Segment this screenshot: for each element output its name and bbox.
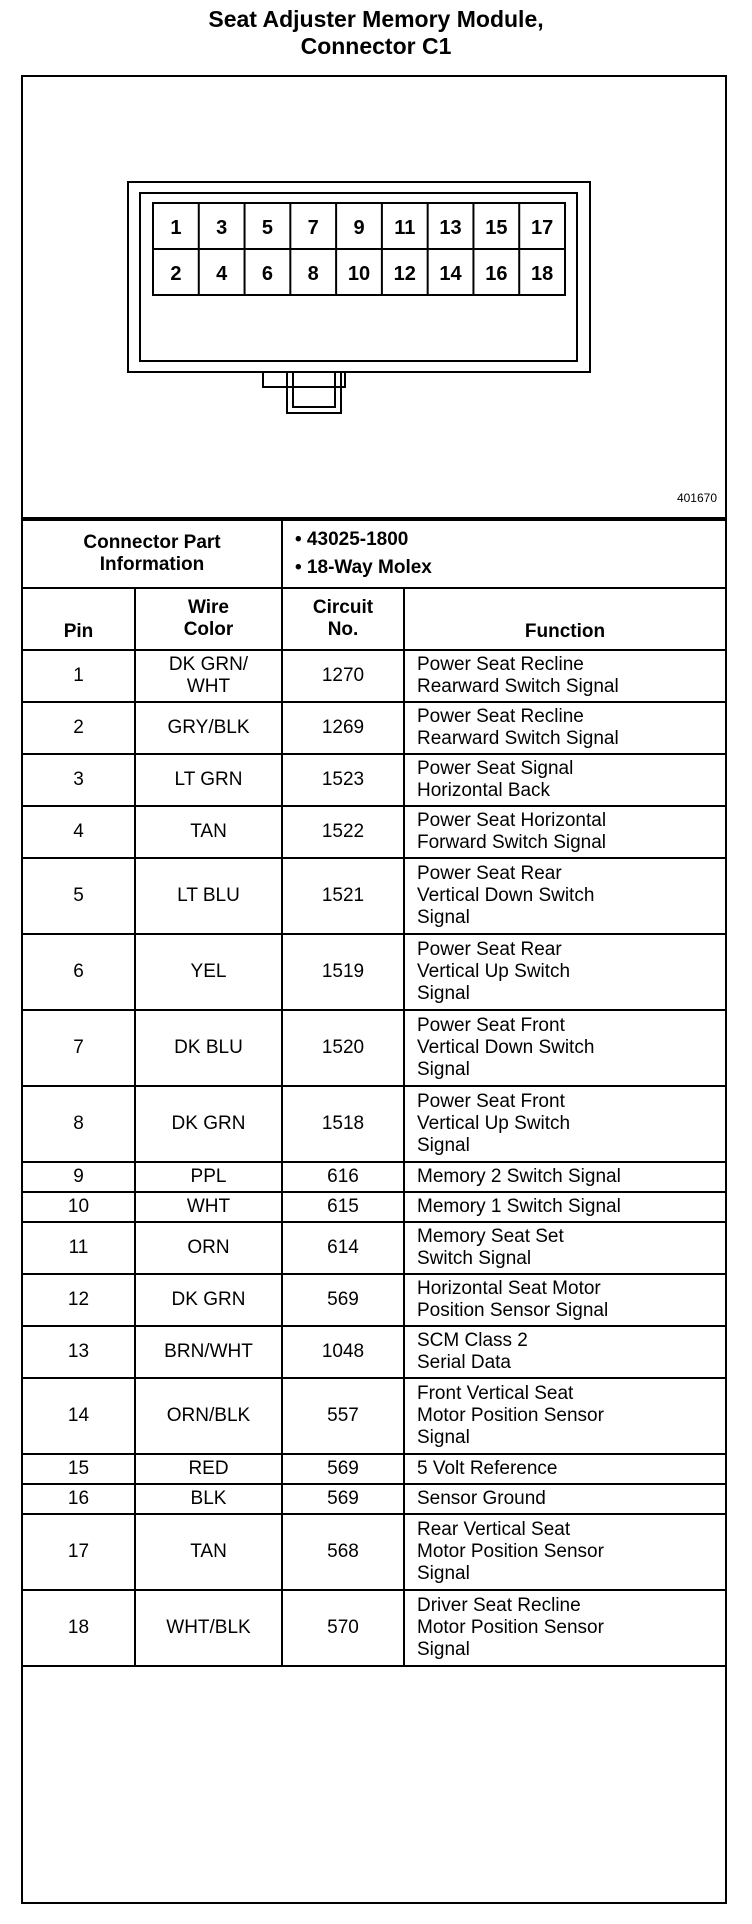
pin-function: Power Seat Rear Vertical Up Switch Signal	[404, 934, 725, 1010]
wire-color: BLK	[135, 1484, 282, 1514]
wire-color: PPL	[135, 1162, 282, 1192]
pin-cavity-label: 8	[307, 263, 319, 285]
connector-diagram	[23, 77, 725, 519]
pin-cavity-label: 9	[353, 217, 365, 239]
wire-color: DK BLU	[135, 1010, 282, 1086]
pin-cavity-label: 14	[439, 263, 462, 285]
pin-function: Power Seat Recline Rearward Switch Signal	[404, 650, 725, 702]
pin-number: 15	[23, 1454, 135, 1484]
pin-row	[23, 1192, 725, 1222]
wire-color: WHT/BLK	[135, 1590, 282, 1666]
circuit-number: 569	[282, 1484, 404, 1514]
pin-row	[23, 806, 725, 858]
pin-number: 5	[23, 858, 135, 934]
pin-number: 2	[23, 702, 135, 754]
wire-color: GRY/BLK	[135, 702, 282, 754]
circuit-number: 614	[282, 1222, 404, 1274]
connector-info-row	[23, 520, 725, 588]
connector-frame	[21, 75, 727, 1904]
wire-color: DK GRN	[135, 1086, 282, 1162]
wire-color: LT GRN	[135, 754, 282, 806]
pin-number: 1	[23, 650, 135, 702]
wire-color: TAN	[135, 806, 282, 858]
wire-color: TAN	[135, 1514, 282, 1590]
pin-cavity-label: 11	[394, 217, 416, 239]
pin-row	[23, 1010, 725, 1086]
pin-number: 17	[23, 1514, 135, 1590]
title-line-1: Seat Adjuster Memory Module,	[208, 6, 544, 32]
pin-number: 16	[23, 1484, 135, 1514]
pin-header: Pin	[23, 588, 135, 650]
wire-color: DK GRN	[135, 1274, 282, 1326]
pin-number: 18	[23, 1590, 135, 1666]
circuit-number: 569	[282, 1454, 404, 1484]
pin-number: 10	[23, 1192, 135, 1222]
figure-id: 401670	[676, 491, 717, 505]
pin-row	[23, 754, 725, 806]
circuit-number: 1270	[282, 650, 404, 702]
pin-row	[23, 858, 725, 934]
pin-row	[23, 1454, 725, 1484]
wire-color: LT BLU	[135, 858, 282, 934]
wire-color: DK GRN/ WHT	[135, 650, 282, 702]
pin-number: 13	[23, 1326, 135, 1378]
pin-function: Power Seat Rear Vertical Down Switch Signal	[404, 858, 725, 934]
circuit-number: 557	[282, 1378, 404, 1454]
pin-row	[23, 1222, 725, 1274]
pin-cavity-label: 1	[170, 217, 182, 239]
pin-function: Front Vertical Seat Motor Position Sensor Signal	[404, 1378, 725, 1454]
pin-function: Power Seat Horizontal Forward Switch Signal	[404, 806, 725, 858]
pin-number: 4	[23, 806, 135, 858]
pin-row	[23, 1162, 725, 1192]
pin-number: 12	[23, 1274, 135, 1326]
pin-row	[23, 1378, 725, 1454]
pin-row	[23, 1484, 725, 1514]
circuit-number: 1518	[282, 1086, 404, 1162]
pin-cavity-label: 18	[530, 263, 554, 285]
circuit-number: 1521	[282, 858, 404, 934]
pin-row	[23, 1086, 725, 1162]
pin-cavity-label: 10	[347, 263, 371, 285]
wire-color: RED	[135, 1454, 282, 1484]
connector-info-label: Connector Part Information	[23, 520, 282, 588]
circuit-number: 569	[282, 1274, 404, 1326]
pin-number: 14	[23, 1378, 135, 1454]
pin-function: Power Seat Front Vertical Down Switch Signal	[404, 1010, 725, 1086]
circuit-number: 1520	[282, 1010, 404, 1086]
connector-part-number: • 43025-1800	[295, 529, 409, 550]
connector-type: • 18-Way Molex	[295, 557, 432, 578]
pin-number: 3	[23, 754, 135, 806]
page-title	[0, 6, 752, 60]
pin-function: Memory 2 Switch Signal	[404, 1162, 725, 1192]
pin-function: SCM Class 2 Serial Data	[404, 1326, 725, 1378]
pin-row	[23, 1590, 725, 1666]
pin-cavity-label: 5	[261, 217, 274, 239]
pin-cavity-label: 17	[530, 217, 554, 239]
pin-cavity-label: 3	[216, 217, 228, 239]
header-row	[23, 588, 725, 650]
pin-function: Memory Seat Set Switch Signal	[404, 1222, 725, 1274]
pin-function: Sensor Ground	[404, 1484, 725, 1514]
wire-color: BRN/WHT	[135, 1326, 282, 1378]
pin-cavity-label: 6	[261, 263, 274, 285]
wire-color-header: Wire Color	[135, 588, 282, 650]
connector-face-drawing	[23, 77, 725, 517]
pin-function: 5 Volt Reference	[404, 1454, 725, 1484]
pin-row	[23, 1326, 725, 1378]
pin-number: 8	[23, 1086, 135, 1162]
pin-row	[23, 650, 725, 702]
pin-number: 9	[23, 1162, 135, 1192]
circuit-number: 1519	[282, 934, 404, 1010]
circuit-number: 1523	[282, 754, 404, 806]
pin-row	[23, 1514, 725, 1590]
wire-color: YEL	[135, 934, 282, 1010]
pin-function: Driver Seat Recline Motor Position Sensor Signal	[404, 1590, 725, 1666]
circuit-number: 570	[282, 1590, 404, 1666]
circuit-number: 1522	[282, 806, 404, 858]
circuit-number: 1048	[282, 1326, 404, 1378]
pin-number: 6	[23, 934, 135, 1010]
function-header: Function	[404, 588, 725, 650]
wire-color: ORN	[135, 1222, 282, 1274]
pin-function: Power Seat Signal Horizontal Back	[404, 754, 725, 806]
pin-row	[23, 1274, 725, 1326]
pin-cavity-label: 15	[485, 217, 508, 239]
circuit-number: 1269	[282, 702, 404, 754]
wire-color: ORN/BLK	[135, 1378, 282, 1454]
pin-function: Power Seat Recline Rearward Switch Signal	[404, 702, 725, 754]
circuit-number: 568	[282, 1514, 404, 1590]
circuit-header: Circuit No.	[282, 588, 404, 650]
pin-cavity-label: 4	[216, 263, 228, 285]
connector-info-values	[282, 520, 725, 588]
pin-function: Rear Vertical Seat Motor Position Sensor Signal	[404, 1514, 725, 1590]
pin-number: 11	[23, 1222, 135, 1274]
circuit-number: 616	[282, 1162, 404, 1192]
wire-color: WHT	[135, 1192, 282, 1222]
title-line-2: Connector C1	[300, 33, 452, 59]
pin-function: Power Seat Front Vertical Up Switch Signal	[404, 1086, 725, 1162]
latch-tab-inner	[293, 372, 335, 407]
pin-number: 7	[23, 1010, 135, 1086]
pinout-table	[23, 519, 725, 1667]
pin-row	[23, 702, 725, 754]
pin-function: Memory 1 Switch Signal	[404, 1192, 725, 1222]
pin-cavity-label: 16	[485, 263, 508, 285]
pin-cavity-label: 7	[307, 217, 319, 239]
pin-cavity-label: 13	[439, 217, 462, 239]
latch-outer	[263, 372, 345, 387]
pin-function: Horizontal Seat Motor Position Sensor Signal	[404, 1274, 725, 1326]
circuit-number: 615	[282, 1192, 404, 1222]
pin-cavity-label: 2	[170, 263, 182, 285]
pin-cavity-label: 12	[393, 263, 416, 285]
pin-row	[23, 934, 725, 1010]
